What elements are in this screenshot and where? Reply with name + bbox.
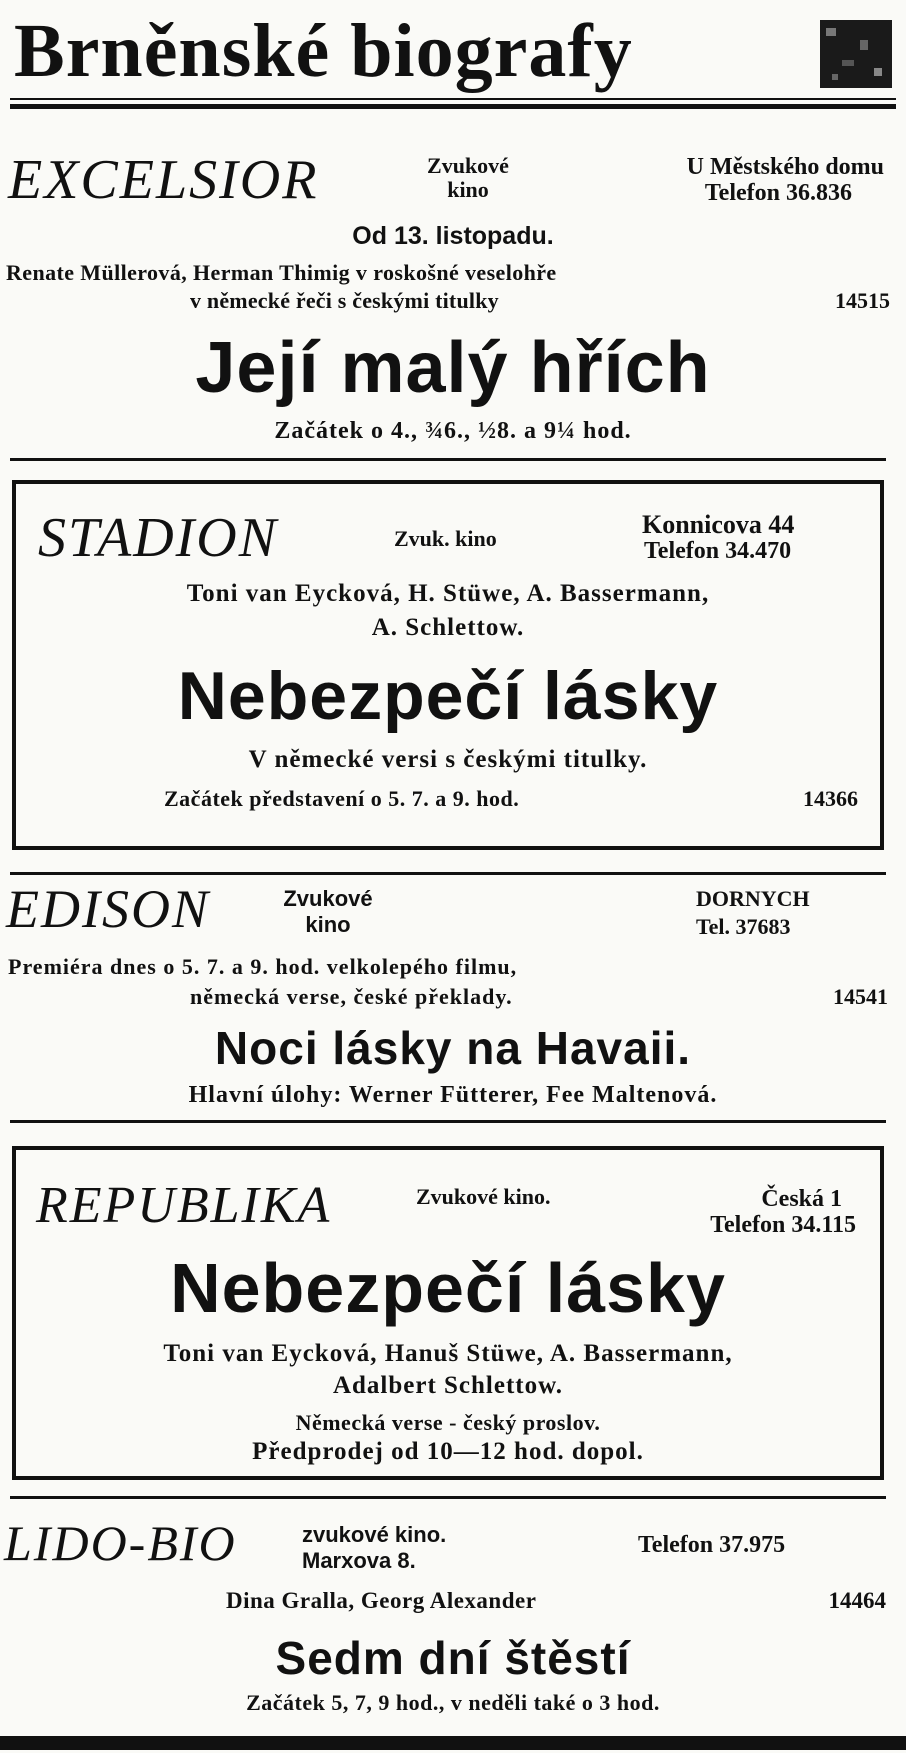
cinema-name: EXCELSIOR: [8, 149, 319, 211]
cinema-phone: Telefon 34.115: [710, 1212, 856, 1238]
cinema-address: Marxova 8.: [302, 1548, 416, 1573]
header-rule-thin: [10, 98, 896, 100]
cast-line-2: Adalbert Schlettow.: [332, 1372, 564, 1399]
language-line: v německé řeči s českými titulky: [190, 288, 499, 313]
language-line: Německá verse - český proslov.: [295, 1410, 601, 1435]
cinema-name: STADION: [38, 507, 279, 569]
cast-line: Hlavní úlohy: Werner Fütterer, Fee Maltenová.: [188, 1082, 718, 1108]
cinema-phone: Tel. 37683: [696, 914, 791, 939]
cast-line-2: A. Schlettow.: [371, 614, 525, 641]
divider: [10, 1496, 886, 1499]
ad-code: 14541: [833, 984, 888, 1009]
showtimes: Začátek 5, 7, 9 hod., v neděli také o 3 hod.: [246, 1690, 660, 1715]
divider: [10, 872, 886, 875]
cast-line: Renate Müllerová, Herman Thimig v roskošné veselohře: [6, 260, 557, 285]
divider: [10, 1120, 886, 1123]
cinema-kind: zvukové kino.: [302, 1522, 447, 1547]
divider: [10, 458, 886, 461]
cinema-name: LIDO-BIO: [4, 1515, 237, 1571]
header-logo: [820, 20, 892, 88]
cinema-phone: Telefon 37.975: [638, 1532, 786, 1558]
cinema-kind: Zvukové kino: [427, 153, 509, 202]
showtimes: Začátek o 4., ¾6., ½8. a 9¼ hod.: [274, 418, 632, 444]
logo-texture-icon: [820, 20, 892, 88]
cinema-kind: Zvuk. kino: [394, 526, 497, 551]
showtimes: Začátek představení o 5. 7. a 9. hod.: [164, 786, 520, 811]
film-title: Nebezpečí lásky: [177, 658, 719, 734]
cast-line-1: Toni van Eycková, Hanuš Stüwe, A. Bassermann,: [163, 1340, 733, 1367]
premiere-line-2: německá verse, české překlady.: [190, 984, 513, 1009]
cinema-name: EDISON: [6, 879, 210, 939]
header-rule-thick: [10, 104, 896, 109]
cast-line: Dina Gralla, Georg Alexander: [226, 1588, 537, 1613]
film-title: Její malý hřích: [195, 328, 711, 408]
ad-code: 14464: [828, 1588, 886, 1613]
cinema-address: Konnicova 44: [642, 510, 795, 539]
premiere-date: Od 13. listopadu.: [352, 222, 554, 250]
film-title: Noci lásky na Havaii.: [214, 1022, 692, 1074]
footer-rule: [0, 1736, 906, 1750]
cinema-address: DORNYCH: [696, 886, 810, 911]
cinema-phone: Telefon 34.470: [644, 538, 792, 564]
cinema-phone: Telefon 36.836: [704, 180, 852, 206]
premiere-line-1: Premiéra dnes o 5. 7. a 9. hod. velkolepého filmu,: [8, 954, 518, 979]
film-title: Nebezpečí lásky: [170, 1249, 726, 1327]
ad-code: 14515: [835, 288, 890, 313]
film-title: Sedm dní štěstí: [275, 1632, 631, 1684]
page-title: Brněnské biografy: [14, 9, 633, 93]
ad-code: 14366: [803, 786, 858, 811]
cinema-kind: Zvukové kino.: [416, 1184, 551, 1209]
cinema-address: U Městského domu: [686, 154, 884, 180]
cinema-name: REPUBLIKA: [36, 1177, 332, 1234]
language-line: V německé versi s českými titulky.: [248, 746, 648, 773]
cinema-kind: Zvukové kino: [283, 886, 373, 937]
cast-line-1: Toni van Eycková, H. Stüwe, A. Bassermann,: [186, 580, 710, 607]
presale-line: Předprodej od 10—12 hod. dopol.: [252, 1438, 644, 1465]
cinema-address: Česká 1: [761, 1186, 842, 1212]
